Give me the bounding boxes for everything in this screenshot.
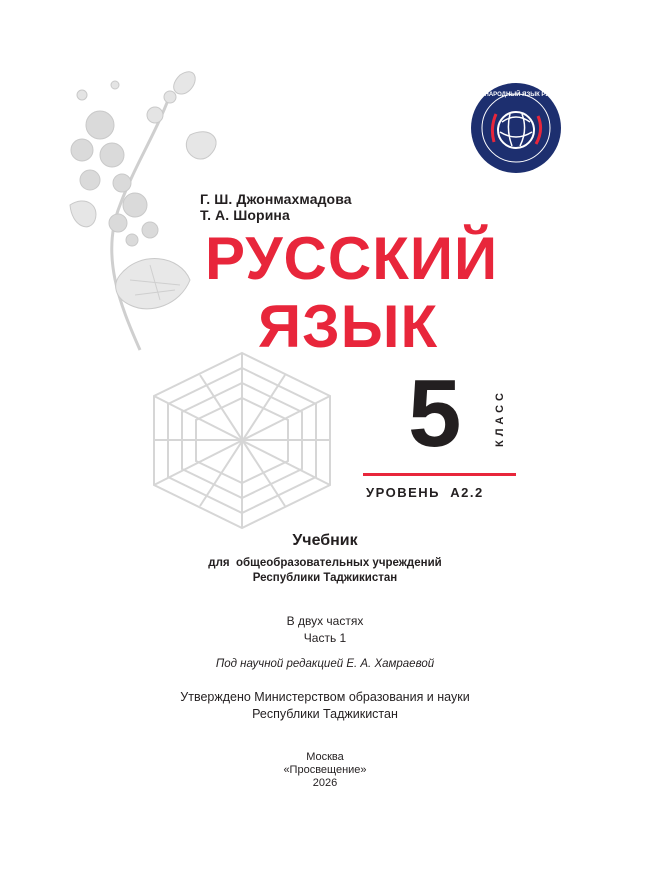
authors <box>200 191 352 223</box>
publisher-city: Москва <box>306 751 344 763</box>
book-audience-line-2: Республики Таджикистан <box>252 572 398 584</box>
publisher-logo <box>461 82 571 174</box>
publication-year: 2026 <box>312 777 338 789</box>
book-audience-line-1: для общеобразовательных учреждений <box>208 557 442 569</box>
book-type: Учебник <box>292 532 358 549</box>
level-label: УРОВЕНЬ А2.2 <box>366 485 484 500</box>
book-title-line-2: ЯЗЫК <box>258 293 439 360</box>
approval-note <box>0 689 650 723</box>
logo-text: МЕЖДУНАРОДНЫЙ ЯЗЫК РУССКИЙ <box>461 92 571 98</box>
grade-number: 5 <box>408 360 462 467</box>
parts-count: В двух частях <box>286 614 364 628</box>
grade-divider <box>363 473 516 476</box>
book-title-line-1: РУССКИЙ <box>205 225 499 292</box>
approval-line-2: Республики Таджикистан <box>252 707 398 721</box>
author-2: Т. А. Шорина <box>200 207 290 223</box>
author-1: Г. Ш. Джонмахмадова <box>200 191 352 207</box>
part-number: Часть 1 <box>303 631 347 645</box>
book-audience <box>0 556 650 586</box>
grade-word: КЛАСС <box>494 389 506 447</box>
publisher-name: «Просвещение» <box>283 764 367 776</box>
parts-info <box>0 613 650 647</box>
publisher-info <box>0 751 650 790</box>
editor-credit: Под научной редакцией Е. А. Хамраевой <box>215 658 435 670</box>
geometric-ornament <box>140 348 345 533</box>
approval-line-1: Утверждено Министерством образования и науки <box>180 690 470 704</box>
